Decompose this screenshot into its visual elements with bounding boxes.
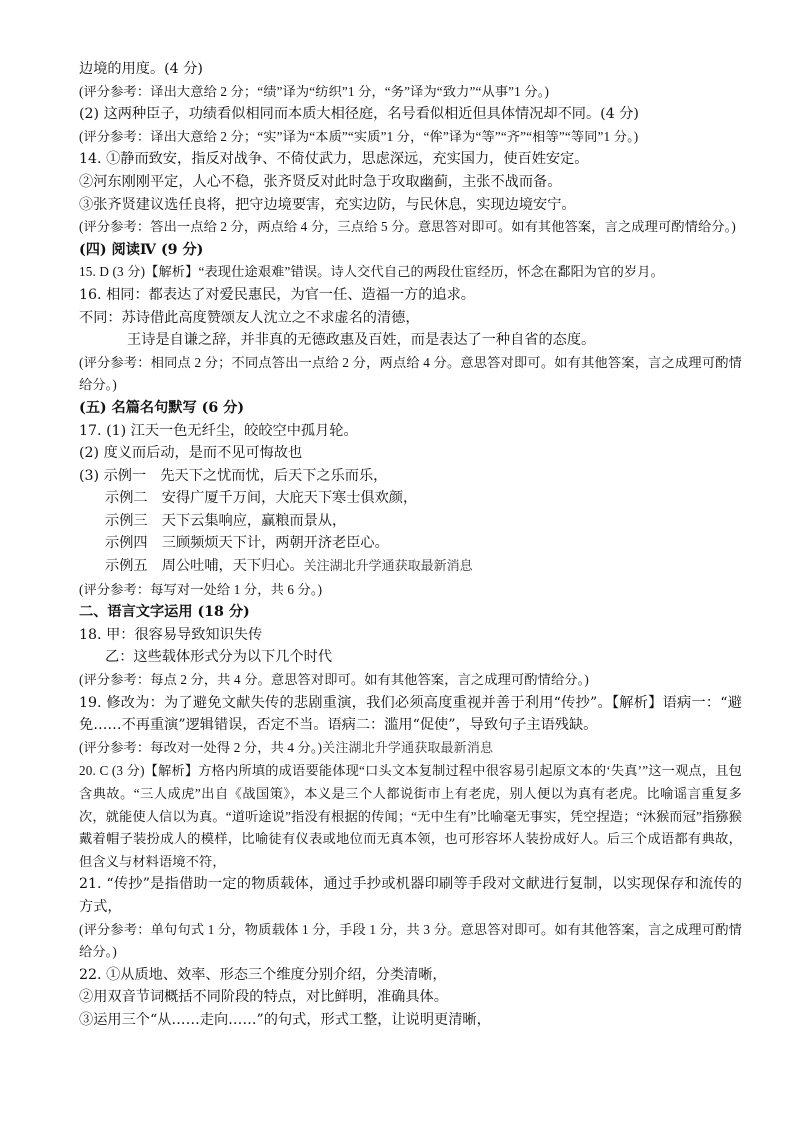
scoring-note-text: (评分参考：每改对一处得 2 分，共 4 分。) bbox=[79, 739, 323, 755]
answer-q16-difference-cont: 王诗是自谦之辞，并非真的无德政惠及百姓，而是表达了一种自省的态度。 bbox=[127, 332, 596, 349]
answer-q22-point2: ②用双音节词概括不同阶段的特点，对比鲜明，准确具体。 bbox=[79, 989, 448, 1006]
answer-q17-3-example2: 示例二 安得广厦千万间，大庇天下寒士俱欢颜， bbox=[105, 490, 418, 507]
answer-q15: 15. D (3 分)【解析】“表现仕途艰难”错误。诗人交代自己的两段仕宦经历，怀念在鄱阳为官的岁月。 bbox=[79, 264, 664, 280]
scoring-note: (评分参考：每点 2 分，共 4 分。意思答对即可。如有其他答案，言之成理可酌情给分。) bbox=[79, 672, 589, 688]
watermark-text: 关注湖北升学通获取最新消息 bbox=[322, 740, 494, 756]
answer-q21: 21. “传抄”是指借助一定的物质载体，通过手抄或机器印刷等手段对文献进行复制，以实现保存和流传的方式， bbox=[79, 876, 742, 915]
answer-q19: 19. 修改为：为了避免文献失传的悲剧重演，我们必须高度重视并善于利用“传抄”。【解析】语病一：“避免……不再重演”逻辑错误，否定不当。语病二：滥用“促使”，导致句子主语残缺。 bbox=[79, 694, 742, 734]
answer-q22-point1: 22. ①从质地、效率、形态三个维度分别介绍，分类清晰， bbox=[79, 966, 447, 983]
section-heading-language-use: 二、语言文字运用 (18 分) bbox=[79, 604, 250, 621]
scoring-note: (评分参考：相同点 2 分；不同点答出一点给 2 分，两点给 4 分。意思答对即可。如有其他答案，言之成理可酌情给分。) bbox=[79, 354, 742, 393]
scoring-note-q19 bbox=[79, 737, 742, 761]
answer-q17-3-example3: 示例三 天下云集响应，赢粮而景从， bbox=[105, 512, 347, 529]
answer-q17-3-example5 bbox=[79, 555, 742, 579]
answer-q14-point1: 14. ①静而致安，指反对战争、不倚仗武力，思虑深远，充实国力，使百姓安定。 bbox=[79, 151, 589, 168]
answer-q14-point3: ③张齐贤建议选任良将，把守边境要害，充实边防，与民休息，实现边境安宁。 bbox=[79, 196, 576, 213]
answer-q17-1: 17. (1) 江天一色无纤尘，皎皎空中孤月轮。 bbox=[79, 422, 358, 439]
scoring-note: (评分参考：每写对一处给 1 分，共 6 分。) bbox=[79, 581, 323, 597]
scoring-note: (评分参考：单句句式 1 分，物质载体 1 分，手段 1 分，共 3 分。意思答对即可。如有其他答案，言之成理可酌情给分。) bbox=[79, 921, 742, 960]
answer-q17-2: (2) 度义而后动，是而不见可悔故也 bbox=[79, 445, 303, 462]
section-heading-recitation: (五) 名篇名句默写 (6 分) bbox=[79, 399, 245, 416]
answer-q18-a: 18. 甲：很容易导致知识失传 bbox=[79, 626, 263, 643]
answer-q17-3-example4: 示例四 三顾频烦天下计，两朝开济老臣心。 bbox=[105, 535, 389, 552]
scoring-note: (评分参考：译出大意给 2 分；“实”译为“本质”“实质”1 分，“侔”译为“等”“齐”“相等”“等同”1 分。) bbox=[79, 128, 639, 144]
answer-q16-difference: 不同：苏诗借此高度赞颂友人沈立之不求虚名的清德， bbox=[79, 309, 420, 326]
answer-q17-3-example1: (3) 示例一 先天下之忧而忧，后天下之乐而乐， bbox=[79, 467, 388, 484]
answer-q20: 20. C (3 分)【解析】方格内所填的成语要能体现“口头文本复制过程中很容易引起原文本的‘失真’”这一观点，且包含典故。“三人成虎”出自《战国策》，本义是三个人都说街市上有老虎，别人便以为真有老虎。比喻谣言重复多次，就能使人信以为真。“道听途说”指没有根据的传闻；“无中生有”比喻毫无事实，凭空捏造；“沐猴而冠”指猕猴戴着帽子装扮成人的模样，比喻徒有仪表或地位而无真本领，也可形容坏人装扮成好人。后三个成语都有典故，但含义与材料语境不符， bbox=[79, 763, 742, 869]
answer-q14-point2: ②河东刚刚平定，人心不稳，张齐贤反对此时急于攻取幽蓟，主张不战而备。 bbox=[79, 173, 562, 190]
section-heading-reading4: (四) 阅读Ⅳ (9 分) bbox=[79, 241, 204, 258]
answer-q16-similarity: 16. 相同：都表达了对爱民惠民，为官一任、造福一方的追求。 bbox=[79, 286, 475, 303]
scoring-note: (评分参考：译出大意给 2 分；“绩”译为“纺织”1 分，“务”译为“致力”“从事”1 分。) bbox=[79, 83, 549, 99]
answer-line: 边境的用度。(4 分) bbox=[79, 61, 203, 77]
answer-q18-b: 乙：这些载体形式分为以下几个时代 bbox=[105, 649, 333, 666]
watermark-text: 关注湖北升学通获取最新消息 bbox=[303, 559, 473, 575]
scoring-note: (评分参考：答出一点给 2 分，两点给 4 分，三点给 5 分。意思答对即可。如有其他答案，言之成理可酌情给分。) bbox=[79, 219, 736, 235]
answer-line: (2) 这两种臣子，功绩看似相同而本质大相径庭，名号看似相近但具体情况却不同。(4 分) bbox=[79, 106, 639, 123]
example5-text: 示例五 周公吐哺，天下归心。 bbox=[105, 558, 304, 575]
answer-q22-point3: ③运用三个“从……走向……”的句式，形式工整，让说明更清晰， bbox=[79, 1011, 491, 1028]
